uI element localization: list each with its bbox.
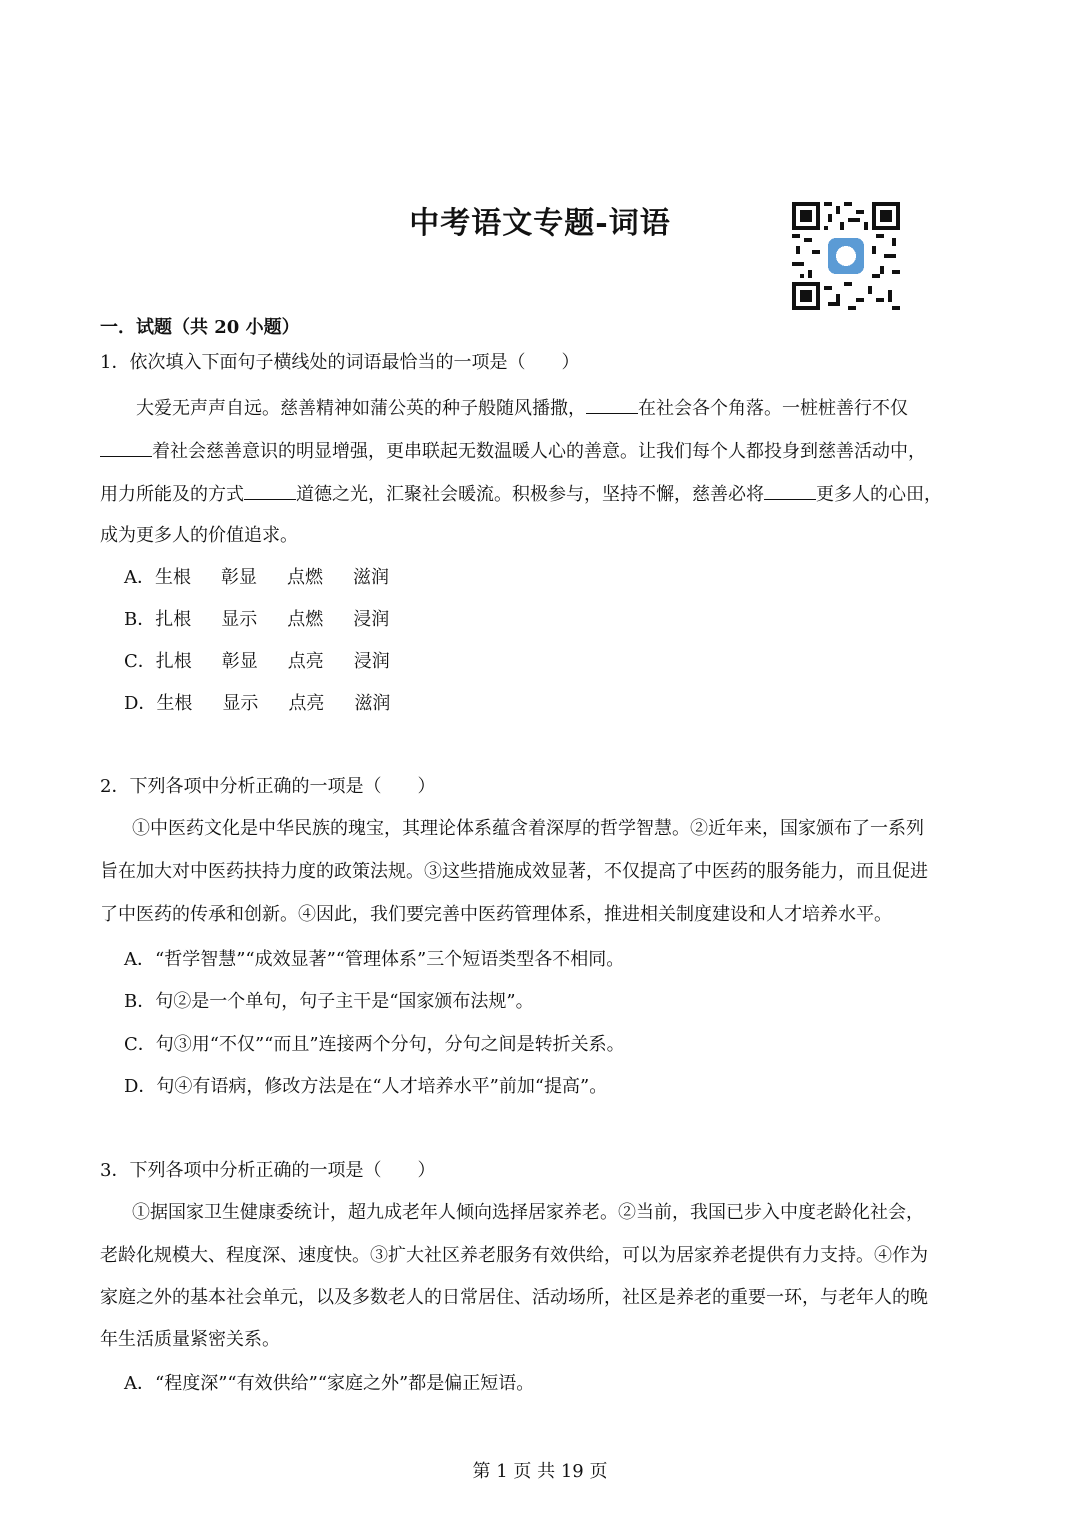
q3-passage-line-2: 老龄化规模大、程度深、速度快。③扩大社区养老服务有效供给，可以为居家养老提供有力支持。④作为	[100, 1245, 928, 1266]
q1-option-d[interactable]: D．生根 显示 点亮 滋润	[124, 693, 391, 714]
section-heading: 一．试题（共 20 小题）	[100, 317, 300, 338]
page-footer: 第 1 页 共 19 页	[472, 1461, 608, 1482]
answer-blank-1	[586, 395, 638, 414]
document-title: 中考语文专题-词语	[409, 206, 671, 241]
q1-passage-line-4: 成为更多人的价值追求。	[100, 525, 298, 546]
answer-blank-4	[764, 481, 816, 500]
answer-blank-2	[100, 438, 152, 457]
q3-stem: 3．下列各项中分析正确的一项是（ ）	[100, 1160, 436, 1181]
q2-stem: 2．下列各项中分析正确的一项是（ ）	[100, 776, 436, 797]
q2-passage-line-2: 旨在加大对中医药扶持力度的政策法规。③这些措施成效显著，不仅提高了中医药的服务能力，而且促进	[100, 861, 928, 882]
q2-option-d[interactable]: D．句④有语病，修改方法是在“人才培养水平”前加“提高”。	[124, 1076, 608, 1097]
q3-passage-line-4: 年生活质量紧密关系。	[100, 1329, 280, 1350]
q3-passage-line-3: 家庭之外的基本社会单元，以及多数老人的日常居住、活动场所，社区是养老的重要一环，与老年人的晚	[100, 1287, 928, 1308]
q1-option-b[interactable]: B．扎根 显示 点燃 浸润	[124, 609, 390, 630]
q1-passage-line-2: 着社会慈善意识的明显增强，更串联起无数温暖人心的善意。让我们每个人都投身到慈善活动中，	[100, 438, 926, 465]
q2-option-b[interactable]: B．句②是一个单句，句子主干是“国家颁布法规”。	[124, 991, 534, 1012]
q3-passage-line-1: ①据国家卫生健康委统计，超九成老年人倾向选择居家养老。②当前，我国已步入中度老龄化社会，	[132, 1202, 924, 1223]
qr-code-image	[792, 202, 900, 310]
q2-option-a[interactable]: A．“哲学智慧”“成效显著”“管理体系”三个短语类型各不相同。	[124, 949, 625, 970]
q2-option-c[interactable]: C．句③用“不仅”“而且”连接两个分句，分句之间是转折关系。	[124, 1034, 625, 1055]
q2-passage-line-3: 了中医药的传承和创新。④因此，我们要完善中医药管理体系，推进相关制度建设和人才培养水平。	[100, 904, 892, 925]
q1-option-c[interactable]: C．扎根 彰显 点亮 浸润	[124, 651, 390, 672]
q3-option-a[interactable]: A．“程度深”“有效供给”“家庭之外”都是偏正短语。	[124, 1373, 535, 1394]
q1-passage-line-1: 大爱无声声自远。慈善精神如蒲公英的种子般随风播撒， 在社会各个角落。一桩桩善行不仅	[136, 395, 908, 422]
answer-blank-3	[244, 481, 296, 500]
q1-passage-line-3: 用力所能及的方式 道德之光，汇聚社会暖流。积极参与，坚持不懈，慈善必将 更多人的心田，	[100, 481, 942, 508]
q1-option-a[interactable]: A．生根 彰显 点燃 滋润	[124, 567, 389, 588]
q1-stem: 1．依次填入下面句子横线处的词语最恰当的一项是（ ）	[100, 352, 580, 373]
q2-passage-line-1: ①中医药文化是中华民族的瑰宝，其理论体系蕴含着深厚的哲学智慧。②近年来，国家颁布了一系列	[132, 818, 924, 839]
